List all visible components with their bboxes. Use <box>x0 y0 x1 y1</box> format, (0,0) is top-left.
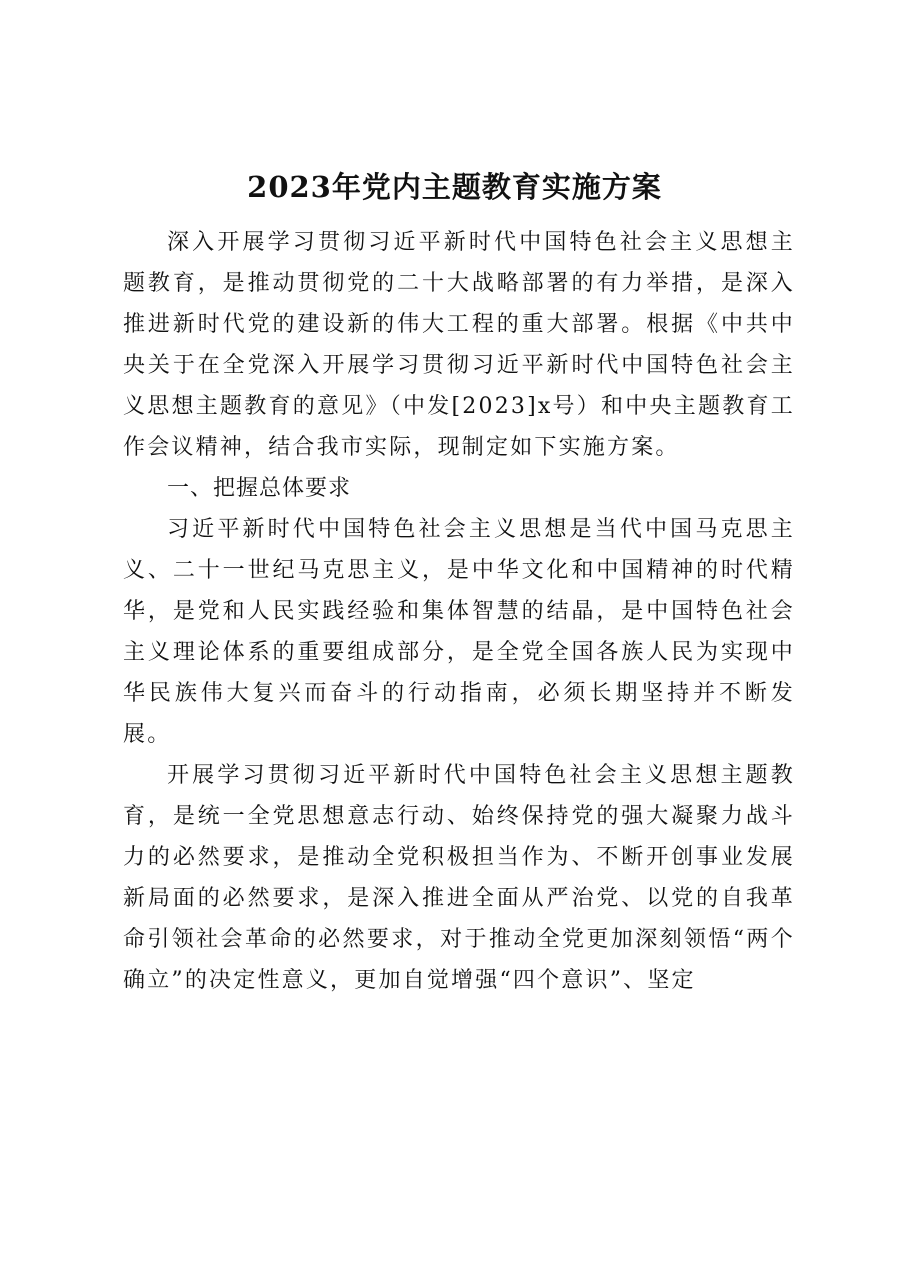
document-body <box>123 222 795 1001</box>
section-heading-1: 一、把握总体要求 <box>167 476 352 501</box>
document-title: 2023年党内主题教育实施方案 <box>247 170 662 204</box>
body-paragraph-1: 习近平新时代中国特色社会主义思想是当代中国马克思主义、二十一世纪马克思主义，是中华文化和中国精神的时代精华，是党和人民实践经验和集体智慧的结晶，是中国特色社会主义理论体系的重要组成部分，是全党全国各族人民为实现中华民族伟大复兴而奋斗的行动指南，必须长期坚持并不断发展。 <box>123 517 795 747</box>
intro-paragraph: 深入开展学习贯彻习近平新时代中国特色社会主义思想主题教育，是推动贯彻党的二十大战略部署的有力举措，是深入推进新时代党的建设新的伟大工程的重大部署。根据《中共中央关于在全党深入开展学习贯彻习近平新时代中国特色社会主义思想主题教育的意见》（中发[2023]x号）和中央主题教育工作会议精神，结合我市实际，现制定如下实施方案。 <box>123 230 795 460</box>
body-paragraph-2: 开展学习贯彻习近平新时代中国特色社会主义思想主题教育，是统一全党思想意志行动、始终保持党的强大凝聚力战斗力的必然要求，是推动全党积极担当作为、不断开创事业发展新局面的必然要求，是深入推进全面从严治党、以党的自我革命引领社会革命的必然要求，对于推动全党更加深刻领悟“两个确立”的决定性意义，更加自觉增强“四个意识”、坚定 <box>123 763 795 993</box>
